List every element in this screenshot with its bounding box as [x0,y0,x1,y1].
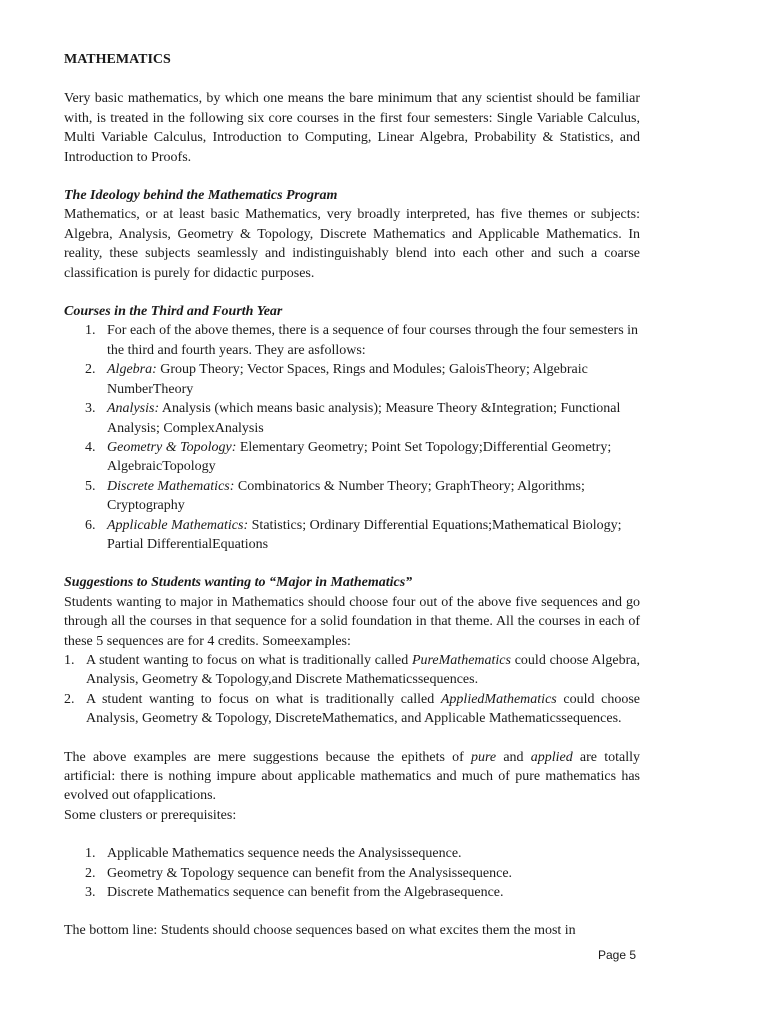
list-item [64,883,640,902]
emphasis-text: AppliedMathematics [440,691,557,707]
examples-note-paragraph [64,748,640,806]
list-number: 1. [85,323,96,339]
note-text: are totally artificial: there is nothing impure about applicable mathematics and much of pure mathematics has evolved out ofapplications. [64,749,640,804]
list-item-text: Combinatorics & Number Theory; GraphTheory; Algorithms; Cryptography [107,478,585,514]
spacer [64,825,640,844]
spacer [64,283,640,302]
list-item-text: A student wanting to focus on what is traditionally called [86,652,412,668]
list-item-text: Statistics; Ordinary Differential Equations;Mathematical Biology; Partial DifferentialEquations [107,517,622,552]
list-item-text: Applicable Mathematics sequence needs the Analysissequence. [107,846,462,862]
list-number: 3. [85,885,96,901]
emphasis-text: applied [530,749,573,765]
theme-label: Applicable Mathematics: [107,517,249,533]
list-number: 2. [85,362,96,378]
list-item [64,321,640,360]
emphasis-text: PureMathematics [411,652,511,668]
list-item-text: Geometry & Topology sequence can benefit from the Analysissequence. [107,865,513,881]
page-title: MATHEMATICS [64,52,171,67]
list-item-text: Discrete Mathematics sequence can benefit from the Algebrasequence. [107,885,504,901]
list-item [64,438,640,477]
list-number: 1. [64,652,75,668]
examples-list [64,651,640,729]
list-item-text: Group Theory; Vector Spaces, Rings and Modules; GaloisTheory; Algebraic NumberTheory [107,362,588,397]
list-item [64,690,640,729]
courses-list [64,321,640,554]
theme-label: Discrete Mathematics: [107,478,235,494]
list-item [64,477,640,516]
courses-heading: Courses in the Third and Fourth Year [64,304,283,320]
list-item [64,516,640,555]
list-number: 6. [85,517,96,533]
list-item [64,651,640,690]
list-item-text: could choose Algebra, Analysis, Geometry & Topology,and Discrete Mathematicssequences. [86,652,641,688]
list-item [64,399,640,438]
list-item-text: A student wanting to focus on what is traditionally called [86,691,441,707]
clusters-heading: Some clusters or prerequisites: [64,807,237,823]
list-item-text: For each of the above themes, there is a sequence of four courses through the four semesters in the third and fourth years. They are asfollows: [107,323,639,358]
suggestions-paragraph: Students wanting to major in Mathematics should choose four out of the above five sequences and go through all the courses in that sequence for a solid foundation in that theme. All the courses in each of these 5 sequences are for 4 credits. Someexamples: [64,594,640,649]
emphasis-text: pure [470,749,497,765]
spacer [64,902,640,921]
list-item-text: Analysis (which means basic analysis); Measure Theory &Integration; Functional Analysis; ComplexAnalysis [107,401,621,436]
bottom-line-paragraph: The bottom line: Students should choose sequences based on what excites them the most in [64,923,576,939]
list-number: 1. [85,846,96,862]
list-item [64,360,640,399]
intro-paragraph: Very basic mathematics, by which one means the bare minimum that any scientist should be familiar with, is treated in the following six core courses in the first four semesters: Single Variable Calculus, Multi Variable Calculus, Introduction to Computing, Linear Algebra, Probability & Statistics, and Introduction to Proofs. [64,91,640,165]
list-number: 2. [85,865,96,881]
theme-label: Geometry & Topology: [107,439,237,455]
note-text: The above examples are mere suggestions because the epithets of [64,749,471,765]
suggestions-heading: Suggestions to Students wanting to “Major in Mathematics” [64,575,413,591]
list-item [64,844,640,863]
spacer [64,554,640,573]
note-text: and [496,749,531,765]
ideology-heading: The Ideology behind the Mathematics Program [64,188,338,204]
list-item-text: Elementary Geometry; Point Set Topology;Differential Geometry; AlgebraicTopology [107,439,612,475]
spacer [64,167,640,186]
page-number: Page 5 [598,948,637,962]
theme-label: Algebra: [107,362,157,378]
list-item [64,864,640,883]
ideology-paragraph: Mathematics, or at least basic Mathematics, very broadly interpreted, has five themes or subjects: Algebra, Analysis, Geometry & Topology, Discrete Mathematics and Applicable Mathematics. In reality, these subjects seamlessly and indistinguishably blend into each other and such a coarse classification is purely for didactic purposes. [64,207,640,281]
spacer [64,729,640,748]
list-number: 3. [85,401,96,417]
list-item-text: could choose Analysis, Geometry & Topology, DiscreteMathematics, and Applicable Mathematicssequences. [86,691,641,727]
list-number: 4. [85,439,96,455]
theme-label: Analysis: [107,401,160,417]
list-number: 5. [85,478,96,494]
clusters-list [64,844,640,902]
list-number: 2. [64,691,75,707]
document-page [64,50,640,941]
